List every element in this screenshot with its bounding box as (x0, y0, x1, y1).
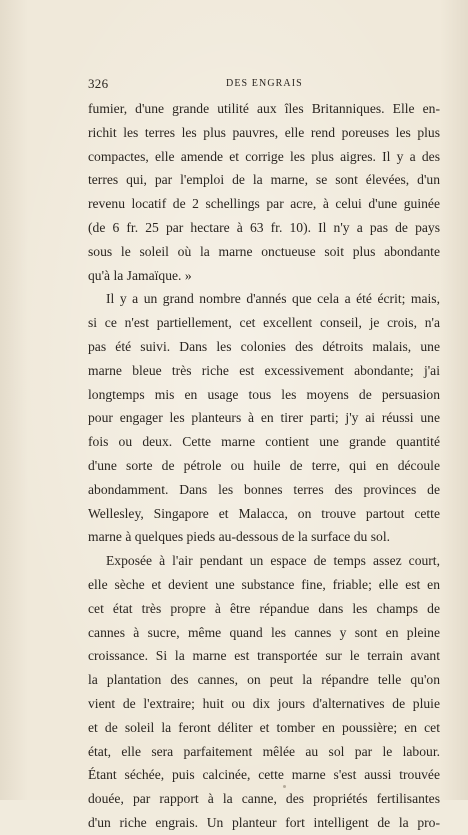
page-header (88, 76, 440, 94)
text-line: état, elle sera parfaitement mêlée au sol par le labour. (88, 743, 440, 759)
text-line: marne bleue très riche est excessivement abondante; j'ai (88, 362, 440, 378)
text-line: et de soleil la feront déliter et tomber en poussière; en cet (88, 719, 440, 735)
text-line: d'une sorte de pétrole ou huile de terre, qui en découle (88, 457, 440, 473)
text-line: croissance. Si la marne est transportée sur le terrain avant (88, 648, 440, 664)
text-line: compactes, elle amende et corrige les plus aigres. Il y a des (88, 148, 440, 164)
text-line: terres qui, par l'emploi de la marne, se sont élevées, d'un (88, 172, 440, 188)
text-line: qu'à la Jamaïque. » (88, 267, 192, 283)
paper-speck (283, 785, 286, 788)
text-line: cannes à sucre, même quand les cannes y sont en pleine (88, 624, 440, 640)
text-line: fumier, d'une grande utilité aux îles Britanniques. Elle en- (88, 101, 440, 116)
text-line: abondamment. Dans les bonnes terres des provinces de (88, 481, 440, 497)
text-line: sous le soleil où la marne onctueuse soit plus abondante (88, 243, 440, 259)
page-number: 326 (88, 76, 109, 91)
text-line: pour engager les planteurs à en tirer parti; j'y ai réussi une (88, 410, 440, 426)
paragraph-2 (88, 287, 440, 549)
text-line: longtemps mis en usage tous les moyens de persuasion (88, 386, 440, 402)
text-line: vient de l'extraire; huit ou dix jours d'alternatives de pluie (88, 695, 440, 711)
text-line: richit les terres les plus pauvres, elle rend poreuses les plus (88, 124, 440, 140)
text-line: cet état très propre à être répandue dans les champs de (88, 600, 440, 616)
paragraph-1 (88, 97, 440, 287)
text-line: douée, par rapport à la canne, des propriétés fertilisantes (88, 791, 440, 807)
text-line: elle sèche et devient une substance fine, friable; elle est en (88, 576, 440, 592)
text-line: revenu locatif de 2 schellings par acre, à celui d'une guinée (88, 196, 440, 212)
text-line: la plantation des cannes, on peut la répandre telle qu'on (88, 672, 440, 688)
text-line: Il y a un grand nombre d'annés que cela a été écrit; mais, (106, 291, 440, 307)
text-line: si ce n'est partiellement, cet excellent conseil, je crois, n'a (88, 315, 440, 331)
text-line: (de 6 fr. 25 par hectare à 63 fr. 10). Il n'y a pas de pays (88, 219, 440, 235)
text-line: Étant séchée, puis calcinée, cette marne s'est aussi trouvée (88, 767, 440, 783)
text-line: d'un riche engrais. Un planteur fort intelligent de la pro- (88, 814, 440, 830)
text-line: fois ou deux. Cette marne contient une grande quantité (88, 434, 440, 450)
text-line: Exposée à l'air pendant un espace de temps assez court, (106, 553, 440, 569)
body-text (88, 97, 440, 835)
paragraph-3 (88, 549, 440, 835)
text-line: marne à quelques pieds au-dessous de la surface du sol. (88, 529, 390, 545)
text-line: Wellesley, Singapore et Malacca, on trouve partout cette (88, 505, 440, 521)
running-head: DES ENGRAIS (226, 78, 303, 89)
text-line: pas été suivi. Dans les colonies des détroits malais, une (88, 338, 440, 354)
